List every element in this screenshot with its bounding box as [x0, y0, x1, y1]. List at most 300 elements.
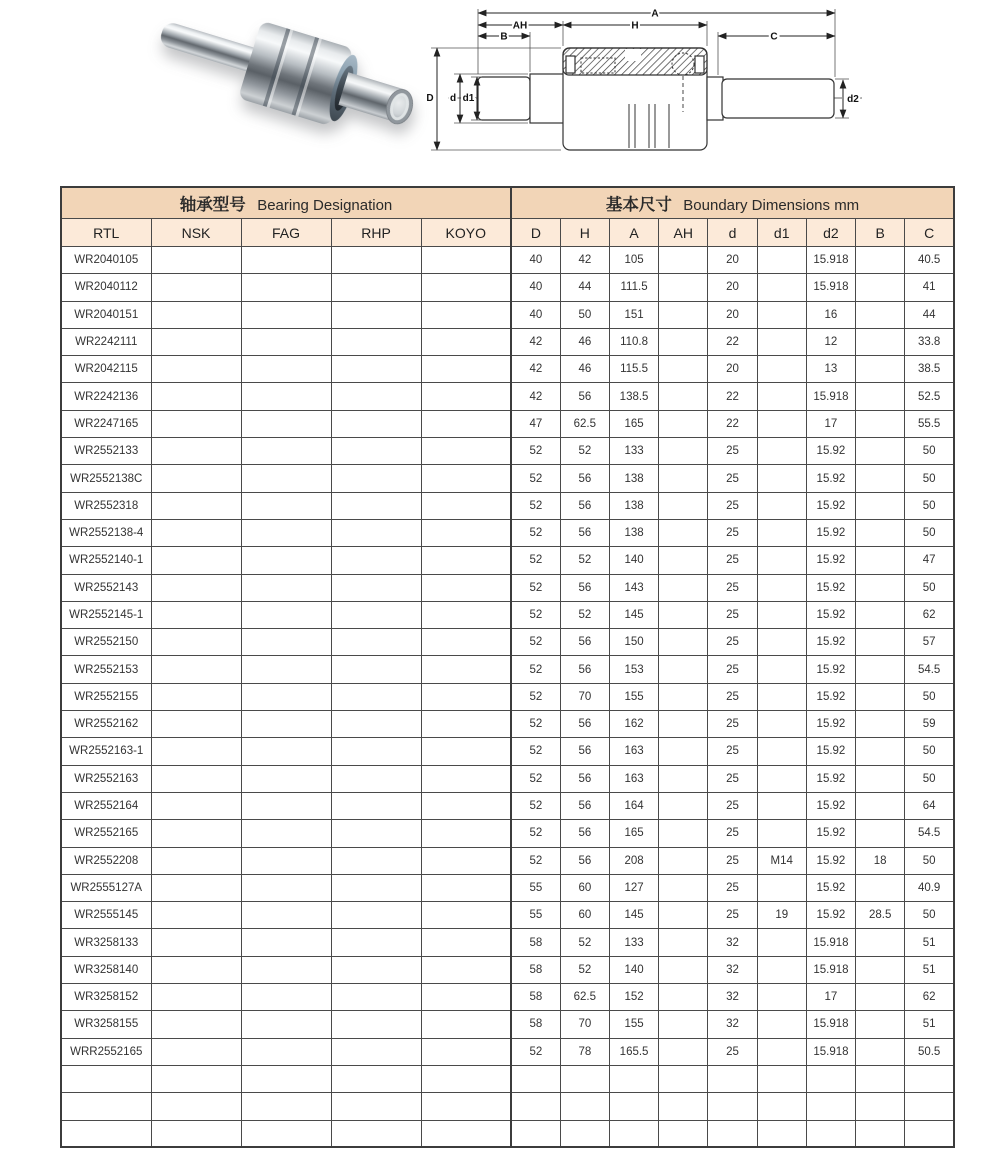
cell-d1 [757, 274, 806, 301]
cell-koyo [421, 874, 511, 901]
cell-d1 [757, 1093, 806, 1120]
table-row [61, 765, 954, 792]
cell-d: 20 [708, 301, 757, 328]
table-row [61, 984, 954, 1011]
cell-nsk [151, 574, 241, 601]
cell-c: 62 [905, 601, 954, 628]
cell-d1 [757, 383, 806, 410]
cell-b [856, 519, 905, 546]
cell-d2: 15.92 [806, 792, 855, 819]
cell-nsk [151, 383, 241, 410]
cell-d: 32 [708, 1011, 757, 1038]
cell-rtl: WR2247165 [61, 410, 151, 437]
cell-ah [659, 1011, 708, 1038]
cell-d1 [757, 1011, 806, 1038]
cell-c: 62 [905, 984, 954, 1011]
cell-nsk [151, 765, 241, 792]
cell-koyo [421, 656, 511, 683]
cell-d [511, 1093, 560, 1120]
cell-d2: 15.92 [806, 902, 855, 929]
cell-h: 56 [560, 738, 609, 765]
cell-b [856, 383, 905, 410]
column-header-d2: d2 [806, 219, 855, 247]
cell-h: 70 [560, 683, 609, 710]
cell-rtl: WR2552140-1 [61, 547, 151, 574]
cell-d: 25 [708, 683, 757, 710]
cell-rtl: WR3258133 [61, 929, 151, 956]
cell-koyo [421, 1011, 511, 1038]
cell-b [856, 629, 905, 656]
cell-nsk [151, 874, 241, 901]
cell-c: 50 [905, 519, 954, 546]
cell-koyo [421, 574, 511, 601]
cell-rtl: WR2555127A [61, 874, 151, 901]
cell-ah [659, 902, 708, 929]
cell-d: 20 [708, 356, 757, 383]
cell-h: 70 [560, 1011, 609, 1038]
table-row [61, 874, 954, 901]
cell-d1 [757, 629, 806, 656]
cell-d1 [757, 301, 806, 328]
cell-c: 51 [905, 1011, 954, 1038]
cell-h: 52 [560, 601, 609, 628]
cell-nsk [151, 929, 241, 956]
cell-rhp [331, 601, 421, 628]
cell-h: 78 [560, 1038, 609, 1065]
photo-shaft-left [158, 21, 259, 74]
cell-ah [659, 874, 708, 901]
cell-nsk [151, 547, 241, 574]
cell-d: 32 [708, 929, 757, 956]
cell-d1 [757, 820, 806, 847]
cell-ah [659, 410, 708, 437]
cell-d2: 15.918 [806, 929, 855, 956]
cell-c: 55.5 [905, 410, 954, 437]
cell-rhp [331, 956, 421, 983]
cell-c: 54.5 [905, 656, 954, 683]
cell-d2: 15.92 [806, 547, 855, 574]
cell-d: 25 [708, 519, 757, 546]
cell-h: 62.5 [560, 410, 609, 437]
cell-b [856, 465, 905, 492]
cell-rhp [331, 683, 421, 710]
cell-d1 [757, 574, 806, 601]
cell-d: 52 [511, 683, 560, 710]
cell-ah [659, 847, 708, 874]
cell-d2: 15.92 [806, 683, 855, 710]
table-row [61, 1065, 954, 1092]
dimension-diagram [420, 0, 885, 170]
cell-h [560, 1065, 609, 1092]
dim-label-c: C [770, 31, 778, 43]
cell-fag [241, 356, 331, 383]
cell-d1 [757, 984, 806, 1011]
cell-d: 52 [511, 820, 560, 847]
cell-fag [241, 629, 331, 656]
cell-d2: 15.918 [806, 247, 855, 274]
cell-d1 [757, 356, 806, 383]
cell-d: 58 [511, 984, 560, 1011]
cell-ah [659, 492, 708, 519]
cell-rtl: WR2040112 [61, 274, 151, 301]
cell-b [856, 274, 905, 301]
column-header-b: B [856, 219, 905, 247]
cell-a: 105 [609, 247, 658, 274]
table-row [61, 601, 954, 628]
cell-b [856, 820, 905, 847]
cell-fag [241, 601, 331, 628]
cell-fag [241, 929, 331, 956]
cell-d1 [757, 711, 806, 738]
cell-koyo [421, 711, 511, 738]
cell-rtl: WR2552150 [61, 629, 151, 656]
cell-h: 56 [560, 629, 609, 656]
cell-b [856, 547, 905, 574]
cell-d1 [757, 792, 806, 819]
table-row [61, 519, 954, 546]
cell-rhp [331, 765, 421, 792]
cell-rhp [331, 711, 421, 738]
cell-c: 38.5 [905, 356, 954, 383]
cell-d2: 15.918 [806, 956, 855, 983]
cell-d1: M14 [757, 847, 806, 874]
cell-rtl: WR2040151 [61, 301, 151, 328]
cell-h: 56 [560, 492, 609, 519]
cell-h: 56 [560, 383, 609, 410]
cell-d: 25 [708, 1038, 757, 1065]
cell-a: 143 [609, 574, 658, 601]
cell-b [856, 765, 905, 792]
column-header-row [61, 219, 954, 247]
cell-h: 56 [560, 519, 609, 546]
cell-d2 [806, 1120, 855, 1147]
table-row [61, 356, 954, 383]
cell-c: 57 [905, 629, 954, 656]
cell-ah [659, 711, 708, 738]
cell-d: 25 [708, 847, 757, 874]
table-row [61, 1038, 954, 1065]
cell-h: 56 [560, 465, 609, 492]
cell-h: 52 [560, 438, 609, 465]
cell-nsk [151, 1038, 241, 1065]
cell-a [609, 1093, 658, 1120]
group-header-boundary-dimensions-zh: 基本尺寸 [605, 196, 672, 214]
cell-d [511, 1120, 560, 1147]
column-header-a: A [609, 219, 658, 247]
cell-d2: 15.92 [806, 574, 855, 601]
cell-h: 46 [560, 356, 609, 383]
cell-fag [241, 792, 331, 819]
cell-b [856, 247, 905, 274]
cell-d1 [757, 656, 806, 683]
cell-d1 [757, 1038, 806, 1065]
cell-koyo [421, 683, 511, 710]
cell-rhp [331, 1065, 421, 1092]
cell-b [856, 874, 905, 901]
cell-rhp [331, 492, 421, 519]
cell-nsk [151, 956, 241, 983]
cell-rhp [331, 629, 421, 656]
cell-d: 25 [708, 438, 757, 465]
group-header-row [61, 187, 954, 219]
cell-fag [241, 1065, 331, 1092]
table-row [61, 929, 954, 956]
cell-ah [659, 465, 708, 492]
cell-rhp [331, 984, 421, 1011]
cell-d: 58 [511, 929, 560, 956]
cell-rhp [331, 1120, 421, 1147]
cell-c: 50 [905, 847, 954, 874]
cell-b [856, 929, 905, 956]
cell-a: 145 [609, 601, 658, 628]
cell-a: 138 [609, 519, 658, 546]
cell-b [856, 1011, 905, 1038]
cell-d: 40 [511, 301, 560, 328]
cell-ah [659, 274, 708, 301]
cell-rhp [331, 929, 421, 956]
cell-koyo [421, 1093, 511, 1120]
cell-c: 50 [905, 683, 954, 710]
table-row [61, 738, 954, 765]
cell-d: 40 [511, 247, 560, 274]
cell-b [856, 438, 905, 465]
cell-nsk [151, 247, 241, 274]
cell-a: 208 [609, 847, 658, 874]
cell-rhp [331, 274, 421, 301]
cell-d1 [757, 247, 806, 274]
cell-h: 52 [560, 956, 609, 983]
cell-d2 [806, 1065, 855, 1092]
table-row [61, 629, 954, 656]
cell-d1 [757, 929, 806, 956]
dim-label-d1: d1 [462, 93, 475, 104]
table-row [61, 301, 954, 328]
cell-b [856, 683, 905, 710]
cell-fag [241, 1038, 331, 1065]
cell-d2: 15.92 [806, 465, 855, 492]
table-row [61, 465, 954, 492]
cell-fag [241, 465, 331, 492]
cell-nsk [151, 656, 241, 683]
cell-rhp [331, 465, 421, 492]
cell-d: 52 [511, 629, 560, 656]
cell-d: 25 [708, 547, 757, 574]
cell-nsk [151, 1065, 241, 1092]
cell-d: 20 [708, 247, 757, 274]
cell-a: 165.5 [609, 1038, 658, 1065]
cell-rtl: WR2552143 [61, 574, 151, 601]
cell-d: 25 [708, 765, 757, 792]
cell-rhp [331, 356, 421, 383]
cell-a [609, 1120, 658, 1147]
cell-fag [241, 1011, 331, 1038]
cell-rtl: WR2552145-1 [61, 601, 151, 628]
cell-nsk [151, 301, 241, 328]
cell-fag [241, 574, 331, 601]
cell-h [560, 1120, 609, 1147]
cell-koyo [421, 929, 511, 956]
cell-nsk [151, 601, 241, 628]
cell-a: 165 [609, 820, 658, 847]
cell-c: 64 [905, 792, 954, 819]
cell-d: 32 [708, 984, 757, 1011]
cell-rtl: WR2042115 [61, 356, 151, 383]
cell-koyo [421, 547, 511, 574]
cell-nsk [151, 519, 241, 546]
cell-c: 50 [905, 765, 954, 792]
cell-a: 127 [609, 874, 658, 901]
cell-h: 56 [560, 574, 609, 601]
cell-rhp [331, 247, 421, 274]
cell-rtl: WR2552165 [61, 820, 151, 847]
group-header-bearing-designation-en: Bearing Designation [257, 197, 393, 214]
cell-d: 25 [708, 792, 757, 819]
cell-c: 47 [905, 547, 954, 574]
cell-d1 [757, 1120, 806, 1147]
cell-koyo [421, 984, 511, 1011]
cell-nsk [151, 1011, 241, 1038]
cell-d2: 15.92 [806, 656, 855, 683]
cell-b [856, 1065, 905, 1092]
cell-ah [659, 383, 708, 410]
cell-rtl: WR3258140 [61, 956, 151, 983]
cell-fag [241, 492, 331, 519]
column-header-rtl: RTL [61, 219, 151, 247]
cell-rhp [331, 547, 421, 574]
table-row [61, 792, 954, 819]
cell-h: 52 [560, 929, 609, 956]
cell-koyo [421, 601, 511, 628]
cell-ah [659, 683, 708, 710]
cell-rhp [331, 383, 421, 410]
cell-fag [241, 301, 331, 328]
cell-d2: 15.92 [806, 874, 855, 901]
cell-rtl: WR2552164 [61, 792, 151, 819]
cell-c: 40.5 [905, 247, 954, 274]
cell-b [856, 1038, 905, 1065]
cell-rtl: WR2552153 [61, 656, 151, 683]
cell-ah [659, 656, 708, 683]
cell-b: 18 [856, 847, 905, 874]
cell-nsk [151, 274, 241, 301]
cell-fag [241, 874, 331, 901]
cell-d1 [757, 956, 806, 983]
cell-d: 25 [708, 711, 757, 738]
column-header-rhp: RHP [331, 219, 421, 247]
diagram-seal-left [566, 56, 575, 73]
cell-rhp [331, 656, 421, 683]
cell-koyo [421, 356, 511, 383]
cell-h: 56 [560, 656, 609, 683]
cell-ah [659, 574, 708, 601]
cell-nsk [151, 738, 241, 765]
cell-rtl: WR3258155 [61, 1011, 151, 1038]
cell-b [856, 711, 905, 738]
cell-d1 [757, 465, 806, 492]
table-row [61, 711, 954, 738]
cell-a: 145 [609, 902, 658, 929]
cell-ah [659, 820, 708, 847]
cell-nsk [151, 984, 241, 1011]
table-row [61, 1011, 954, 1038]
cell-d: 52 [511, 765, 560, 792]
cell-rhp [331, 902, 421, 929]
cell-rtl: WR2552318 [61, 492, 151, 519]
cell-c: 59 [905, 711, 954, 738]
cell-d1 [757, 547, 806, 574]
cell-b [856, 792, 905, 819]
cell-rtl: WR2552162 [61, 711, 151, 738]
cell-a: 133 [609, 438, 658, 465]
cell-d: 52 [511, 847, 560, 874]
cell-ah [659, 792, 708, 819]
cell-d: 52 [511, 792, 560, 819]
cell-fag [241, 738, 331, 765]
cell-fag [241, 847, 331, 874]
cell-fag [241, 984, 331, 1011]
diagram-shaft-assembly [478, 48, 834, 150]
cell-d: 52 [511, 465, 560, 492]
cell-h: 50 [560, 301, 609, 328]
table-row [61, 683, 954, 710]
group-header-boundary-dimensions-en: Boundary Dimensions mm [683, 197, 860, 214]
cell-fag [241, 765, 331, 792]
cell-d: 25 [708, 574, 757, 601]
cell-d2: 15.92 [806, 820, 855, 847]
cell-rtl [61, 1120, 151, 1147]
cell-d2 [806, 1093, 855, 1120]
cell-a: 138.5 [609, 383, 658, 410]
cell-koyo [421, 274, 511, 301]
cell-rhp [331, 328, 421, 355]
diagram-seal-right [695, 56, 704, 73]
cell-a: 133 [609, 929, 658, 956]
column-header-koyo: KOYO [421, 219, 511, 247]
cell-ah [659, 301, 708, 328]
cell-ah [659, 629, 708, 656]
cell-fag [241, 683, 331, 710]
cell-nsk [151, 1093, 241, 1120]
cell-d2: 15.92 [806, 847, 855, 874]
cell-d1 [757, 438, 806, 465]
cell-rtl: WR2552163 [61, 765, 151, 792]
cell-koyo [421, 629, 511, 656]
cell-ah [659, 765, 708, 792]
table-row [61, 274, 954, 301]
cell-koyo [421, 956, 511, 983]
cell-d: 25 [708, 820, 757, 847]
cell-d1 [757, 519, 806, 546]
cell-a: 110.8 [609, 328, 658, 355]
cell-d: 22 [708, 410, 757, 437]
column-header-d: d [708, 219, 757, 247]
cell-h: 56 [560, 820, 609, 847]
cell-d: 55 [511, 902, 560, 929]
bearing-photo [142, 6, 404, 156]
cell-rhp [331, 301, 421, 328]
cell-rtl: WR2552138-4 [61, 519, 151, 546]
cell-koyo [421, 1120, 511, 1147]
cell-ah [659, 1120, 708, 1147]
cell-d2: 15.918 [806, 383, 855, 410]
cell-c: 51 [905, 956, 954, 983]
cell-d2: 12 [806, 328, 855, 355]
cell-koyo [421, 383, 511, 410]
cell-nsk [151, 410, 241, 437]
cell-d1 [757, 738, 806, 765]
cell-d: 40 [511, 274, 560, 301]
cell-d2: 15.918 [806, 274, 855, 301]
